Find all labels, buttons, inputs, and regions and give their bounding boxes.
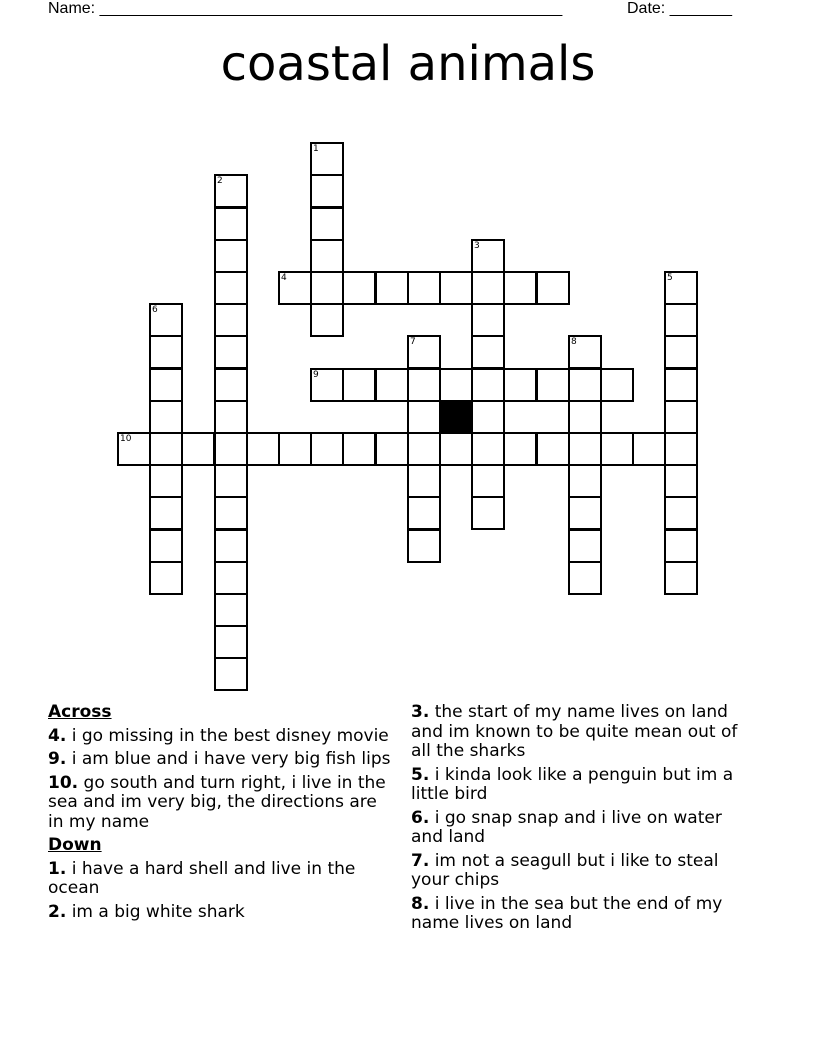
grid-cell[interactable]	[214, 303, 248, 337]
grid-cell[interactable]	[568, 496, 602, 530]
grid-cell[interactable]	[568, 432, 602, 466]
grid-cell[interactable]	[664, 432, 698, 466]
clue-text: i kinda look like a penguin but im a little bird	[411, 764, 734, 804]
grid-cell[interactable]	[149, 303, 183, 337]
grid-cell[interactable]	[568, 464, 602, 498]
clue-text: i have a hard shell and live in the ocean	[48, 858, 356, 898]
grid-cell[interactable]	[503, 432, 537, 466]
grid-cell[interactable]	[310, 303, 344, 337]
grid-cell[interactable]	[214, 400, 248, 434]
grid-cell[interactable]	[664, 303, 698, 337]
cell-number: 1	[313, 144, 319, 154]
grid-cell[interactable]	[310, 174, 344, 208]
clue-number: 1.	[48, 858, 67, 879]
grid-cell[interactable]	[214, 593, 248, 627]
grid-cell[interactable]	[664, 464, 698, 498]
grid-cell[interactable]	[149, 432, 183, 466]
grid-cell[interactable]	[664, 400, 698, 434]
grid-cell[interactable]	[568, 400, 602, 434]
grid-cell[interactable]	[471, 464, 505, 498]
grid-cell[interactable]	[568, 561, 602, 595]
grid-cell[interactable]	[471, 432, 505, 466]
clue-across-10	[48, 774, 393, 833]
grid-cell[interactable]	[664, 561, 698, 595]
grid-cell[interactable]	[664, 335, 698, 369]
grid-cell[interactable]	[342, 271, 376, 305]
cell-number: 9	[313, 370, 319, 380]
grid-cell[interactable]	[471, 496, 505, 530]
cell-number: 2	[217, 176, 223, 186]
grid-cell[interactable]	[117, 432, 151, 466]
grid-cell[interactable]	[214, 335, 248, 369]
grid-cell[interactable]	[310, 207, 344, 241]
grid-cell[interactable]	[278, 271, 312, 305]
grid-cell[interactable]	[407, 432, 441, 466]
cell-number: 6	[152, 305, 158, 315]
clue-text: i am blue and i have very big fish lips	[71, 749, 391, 769]
grid-cell[interactable]	[149, 496, 183, 530]
clue-down-5	[411, 766, 756, 805]
clue-text: i go snap snap and i live on water and land	[411, 807, 722, 847]
name-field-label: Name: ____________________________________________________	[48, 0, 563, 17]
grid-cell[interactable]	[536, 368, 570, 402]
clue-text: im a big white shark	[71, 901, 245, 922]
clue-text: i live in the sea but the end of my name lives on land	[411, 893, 723, 933]
grid-cell[interactable]	[214, 239, 248, 273]
grid-cell[interactable]	[149, 529, 183, 563]
clue-number: 9.	[48, 749, 67, 769]
grid-cell[interactable]	[536, 432, 570, 466]
cell-number: 10	[120, 434, 132, 444]
clue-down-6	[411, 809, 756, 848]
grid-cell[interactable]	[310, 239, 344, 273]
grid-cell[interactable]	[471, 368, 505, 402]
clue-number: 3.	[411, 702, 430, 722]
clue-text: the start of my name lives on land and im known to be quite mean out of all the sharks	[411, 702, 738, 761]
date-field-label: Date: _______	[627, 0, 732, 17]
grid-cell[interactable]	[568, 335, 602, 369]
grid-cell[interactable]	[439, 271, 473, 305]
clue-across-9	[48, 750, 393, 770]
cell-number: 3	[474, 241, 480, 251]
grid-cell[interactable]	[503, 368, 537, 402]
clues-right-column	[411, 703, 756, 938]
clue-down-1	[48, 860, 393, 899]
clue-number: 8.	[411, 893, 430, 914]
clue-text: go south and turn right, i live in the sea and im very big, the directions are in my name	[48, 772, 386, 832]
cell-number: 8	[571, 337, 577, 347]
grid-cell[interactable]	[568, 368, 602, 402]
grid-cell[interactable]	[214, 496, 248, 530]
shaded-cell	[439, 400, 473, 434]
grid-cell[interactable]	[471, 335, 505, 369]
grid-cell[interactable]	[214, 368, 248, 402]
grid-cell[interactable]	[278, 432, 312, 466]
clue-number: 2.	[48, 901, 67, 922]
grid-cell[interactable]	[664, 496, 698, 530]
grid-cell[interactable]	[600, 432, 634, 466]
grid-cell[interactable]	[246, 432, 280, 466]
clue-number: 4.	[48, 725, 67, 746]
clue-across-4	[48, 727, 393, 747]
clue-down-7	[411, 852, 756, 891]
clue-number: 5.	[411, 764, 430, 785]
cell-number: 7	[410, 337, 416, 347]
cell-number: 5	[667, 273, 673, 283]
clue-text: im not a seagull but i like to steal your chips	[411, 850, 719, 890]
grid-cell[interactable]	[214, 529, 248, 563]
grid-cell[interactable]	[407, 335, 441, 369]
clue-number: 10.	[48, 772, 79, 793]
grid-cell[interactable]	[214, 561, 248, 595]
grid-cell[interactable]	[342, 368, 376, 402]
grid-cell[interactable]	[471, 271, 505, 305]
grid-cell[interactable]	[568, 529, 602, 563]
clue-text: i go missing in the best disney movie	[71, 725, 389, 746]
grid-cell[interactable]	[214, 625, 248, 659]
grid-cell[interactable]	[471, 239, 505, 273]
grid-cell[interactable]	[664, 368, 698, 402]
page-title: coastal animals	[220, 36, 596, 92]
across-heading: Across	[48, 702, 112, 722]
grid-cell[interactable]	[149, 561, 183, 595]
clue-down-8	[411, 895, 756, 934]
grid-cell[interactable]	[407, 529, 441, 563]
grid-cell[interactable]	[214, 432, 248, 466]
grid-cell[interactable]	[536, 271, 570, 305]
grid-cell[interactable]	[149, 400, 183, 434]
clue-number: 6.	[411, 807, 430, 828]
grid-cell[interactable]	[214, 464, 248, 498]
clue-down-3	[411, 703, 756, 762]
grid-cell[interactable]	[149, 335, 183, 369]
grid-cell[interactable]	[214, 657, 248, 691]
grid-cell[interactable]	[149, 464, 183, 498]
grid-cell[interactable]	[310, 271, 344, 305]
clue-number: 7.	[411, 850, 430, 871]
grid-cell[interactable]	[375, 432, 409, 466]
clues-left-column	[48, 703, 393, 926]
grid-cell[interactable]	[214, 207, 248, 241]
grid-cell[interactable]	[149, 368, 183, 402]
grid-cell[interactable]	[632, 432, 666, 466]
grid-cell[interactable]	[214, 271, 248, 305]
cell-number: 4	[281, 273, 287, 283]
grid-cell[interactable]	[375, 271, 409, 305]
grid-cell[interactable]	[471, 400, 505, 434]
down-heading: Down	[48, 835, 102, 855]
grid-cell[interactable]	[342, 432, 376, 466]
grid-cell[interactable]	[407, 400, 441, 434]
grid-cell[interactable]	[600, 368, 634, 402]
grid-cell[interactable]	[181, 432, 215, 466]
grid-cell[interactable]	[664, 271, 698, 305]
grid-cell[interactable]	[214, 174, 248, 208]
grid-cell[interactable]	[439, 432, 473, 466]
clue-down-2	[48, 903, 393, 923]
grid-cell[interactable]	[407, 496, 441, 530]
grid-cell[interactable]	[310, 368, 344, 402]
grid-cell[interactable]	[664, 529, 698, 563]
grid-cell[interactable]	[310, 142, 344, 176]
grid-cell[interactable]	[407, 368, 441, 402]
grid-cell[interactable]	[407, 271, 441, 305]
grid-cell[interactable]	[439, 368, 473, 402]
grid-cell[interactable]	[503, 271, 537, 305]
grid-cell[interactable]	[471, 303, 505, 337]
grid-cell[interactable]	[375, 368, 409, 402]
grid-cell[interactable]	[407, 464, 441, 498]
grid-cell[interactable]	[310, 432, 344, 466]
